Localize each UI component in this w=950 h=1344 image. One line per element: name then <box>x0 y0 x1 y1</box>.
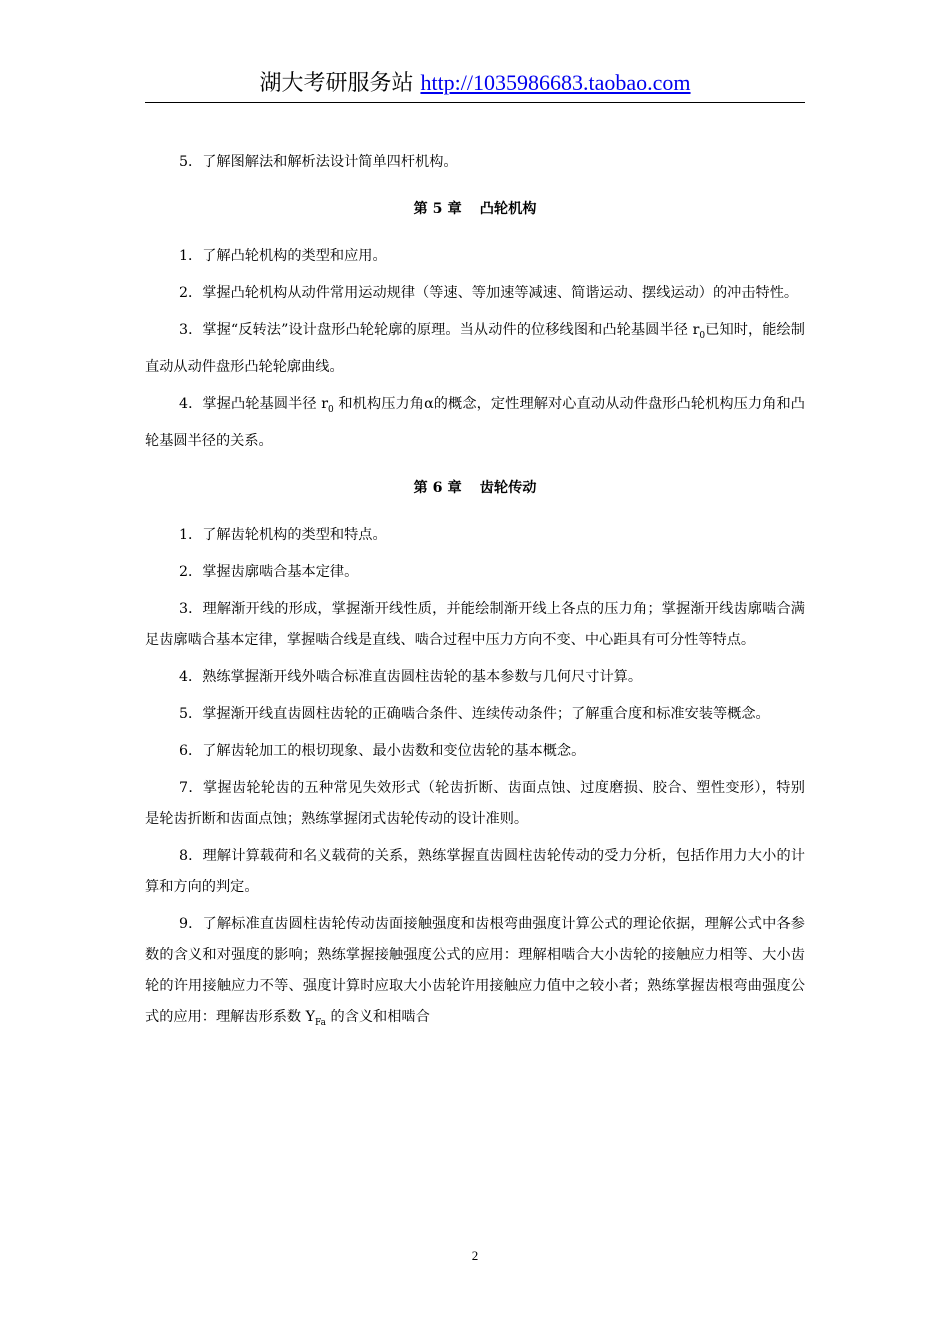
ch6-item-3: 3．理解渐开线的形成，掌握渐开线性质，并能绘制渐开线上各点的压力角；掌握渐开线齿廓啮合满足齿廓啮合基本定律，掌握啮合线是直线、啮合过程中压力方向不变、中心距具有可分性等特点。 <box>145 600 805 648</box>
chapter-6-title: 齿轮传动 <box>479 479 537 496</box>
chapter-5-heading <box>145 194 805 225</box>
ch6-item-1: 1．了解齿轮机构的类型和特点。 <box>179 526 387 543</box>
ch5-item-4-text: 4．掌握凸轮基圆半径 r <box>179 395 329 412</box>
ch6-item-2: 2．掌握齿廓啮合基本定律。 <box>179 563 359 580</box>
ch6-item-8: 8．理解计算载荷和名义载荷的关系，熟练掌握直齿圆柱齿轮传动的受力分析，包括作用力大小的计算和方向的判定。 <box>145 847 805 895</box>
chapter-5-number: 第 5 章 <box>413 201 462 217</box>
header-title: 湖大考研服务站 <box>259 71 421 96</box>
page-header <box>145 66 805 101</box>
ch5-item-4 <box>145 389 805 457</box>
ch5-item-3-tail: 已知时，能绘制直动从动件盘形凸轮轮廓曲线。 <box>145 322 805 375</box>
paragraph-intro: 5．了解图解法和解析法设计简单四杆机构。 <box>179 154 458 170</box>
ch6-item-4: 4．熟练掌握渐开线外啮合标准直齿圆柱齿轮的基本参数与几何尺寸计算。 <box>179 668 643 685</box>
ch5-item-4-tail: 和机构压力角α的概念，定性理解对心直动从动件盘形凸轮机构压力角和凸轮基圆半径的关系。 <box>145 395 805 449</box>
chapter-5-title: 凸轮机构 <box>479 201 537 217</box>
document-body <box>145 147 805 1038</box>
ch5-item-1: 1．了解凸轮机构的类型和应用。 <box>179 248 387 264</box>
header-divider <box>145 102 805 103</box>
ch5-item-3 <box>145 315 805 383</box>
chapter-6-number: 第 6 章 <box>413 479 462 496</box>
chapter-6-heading <box>145 473 805 504</box>
ch5-item-3-subscript: 0 <box>699 330 706 341</box>
ch6-item-9-tail: 的含义和相啮合 <box>325 1008 430 1025</box>
ch6-item-6: 6．了解齿轮加工的根切现象、最小齿数和变位齿轮的基本概念。 <box>179 742 586 759</box>
ch6-item-5: 5．掌握渐开线直齿圆柱齿轮的正确啮合条件、连续传动条件；了解重合度和标准安装等概念。 <box>179 705 770 722</box>
ch6-item-9-text: 9．了解标准直齿圆柱齿轮传动齿面接触强度和齿根弯曲强度计算公式的理论依据，理解公式中各参数的含义和对强度的影响；熟练掌握接触强度公式的应用：理解相啮合大小齿轮的接触应力相等、大小齿轮的许用接触应力不等、强度计算时应取大小齿轮许用接触应力值中之较小者；熟练掌握齿根弯曲强度公式的应用：理解齿形系数 Y <box>145 915 805 1025</box>
ch6-item-9-subscript: Fa <box>314 1017 326 1028</box>
ch6-item-9 <box>145 909 805 1039</box>
header-link[interactable]: http://1035986683.taobao.com <box>420 70 691 95</box>
ch5-item-4-subscript: 0 <box>328 404 334 415</box>
ch5-item-3-text: 3．掌握“反转法”设计盘形凸轮轮廓的原理。当从动件的位移线图和凸轮基圆半径 r <box>179 322 700 338</box>
page-number: 2 <box>471 1248 479 1263</box>
ch6-item-7: 7．掌握齿轮轮齿的五种常见失效形式（轮齿折断、齿面点蚀、过度磨损、胶合、塑性变形），特别是轮齿折断和齿面点蚀；熟练掌握闭式齿轮传动的设计准则。 <box>145 779 805 827</box>
ch5-item-2: 2．掌握凸轮机构从动件常用运动规律（等速、等加速等减速、简谐运动、摆线运动）的冲击特性。 <box>179 285 799 301</box>
